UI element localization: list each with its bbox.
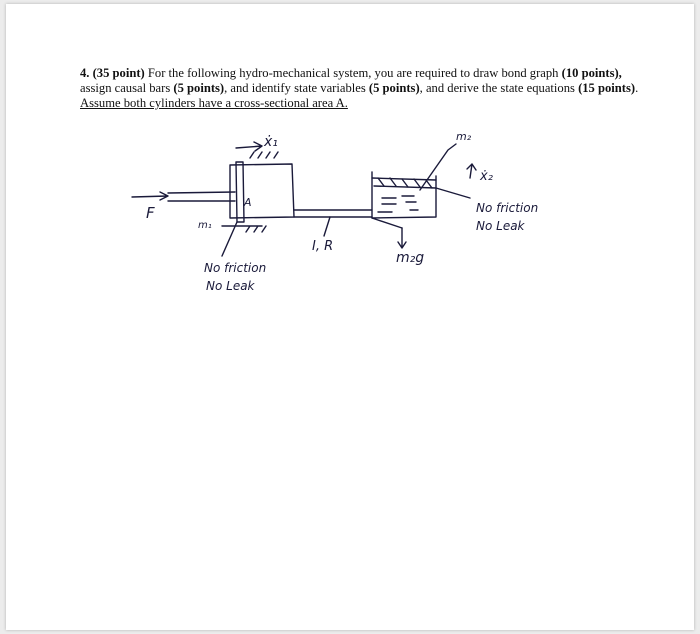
problem-number: 4. [80, 66, 90, 80]
left-note-line1: No friction [204, 261, 267, 275]
mass2-leader [420, 144, 456, 190]
top-hatch-left [250, 152, 278, 158]
period: . [635, 81, 639, 95]
right-note-line2: No Leak [476, 219, 525, 233]
ground-right [372, 218, 402, 228]
weight-arrow [398, 228, 406, 248]
problem-points: (35 point) [92, 66, 145, 80]
mass1-label: m₁ [198, 220, 212, 231]
velocity1-label: ẋ₁ [264, 134, 278, 150]
equations-points: (15 points) [578, 81, 636, 95]
pipe-label: I, R [312, 239, 334, 254]
left-note-leader [222, 222, 237, 256]
mass2-label: m₂ [456, 130, 472, 143]
derive-text: , and derive the state equations [419, 81, 579, 95]
velocity1-arrow [236, 142, 262, 151]
assumption-text: Assume both cylinders have a cross-sectional area A. [80, 96, 348, 110]
area-label: A [244, 196, 252, 209]
pipe-leader [324, 217, 330, 236]
state-text: , and identify state variables [224, 81, 369, 95]
right-note-leader [436, 188, 470, 198]
problem-intro: For the following hydro-mechanical system, you are required to draw bond graph [144, 66, 562, 80]
fluid-marks [378, 196, 418, 212]
weight-label: m₂g [396, 250, 425, 266]
left-piston [236, 162, 244, 222]
bond-graph-points: (10 points), [561, 66, 622, 80]
right-note-line1: No friction [476, 201, 539, 215]
force-label: F [146, 204, 155, 222]
left-cylinder [230, 164, 294, 218]
force-arrow [132, 192, 168, 200]
connecting-pipe [294, 210, 372, 217]
causal-text: assign causal bars [80, 81, 174, 95]
ground-hatch-left [222, 226, 266, 232]
causal-points: (5 points) [173, 81, 225, 95]
left-note-line2: No Leak [206, 279, 255, 293]
state-points: (5 points) [368, 81, 420, 95]
velocity2-arrow [467, 164, 476, 178]
velocity2-label: ẋ₂ [480, 169, 493, 184]
piston-rod [168, 192, 235, 201]
